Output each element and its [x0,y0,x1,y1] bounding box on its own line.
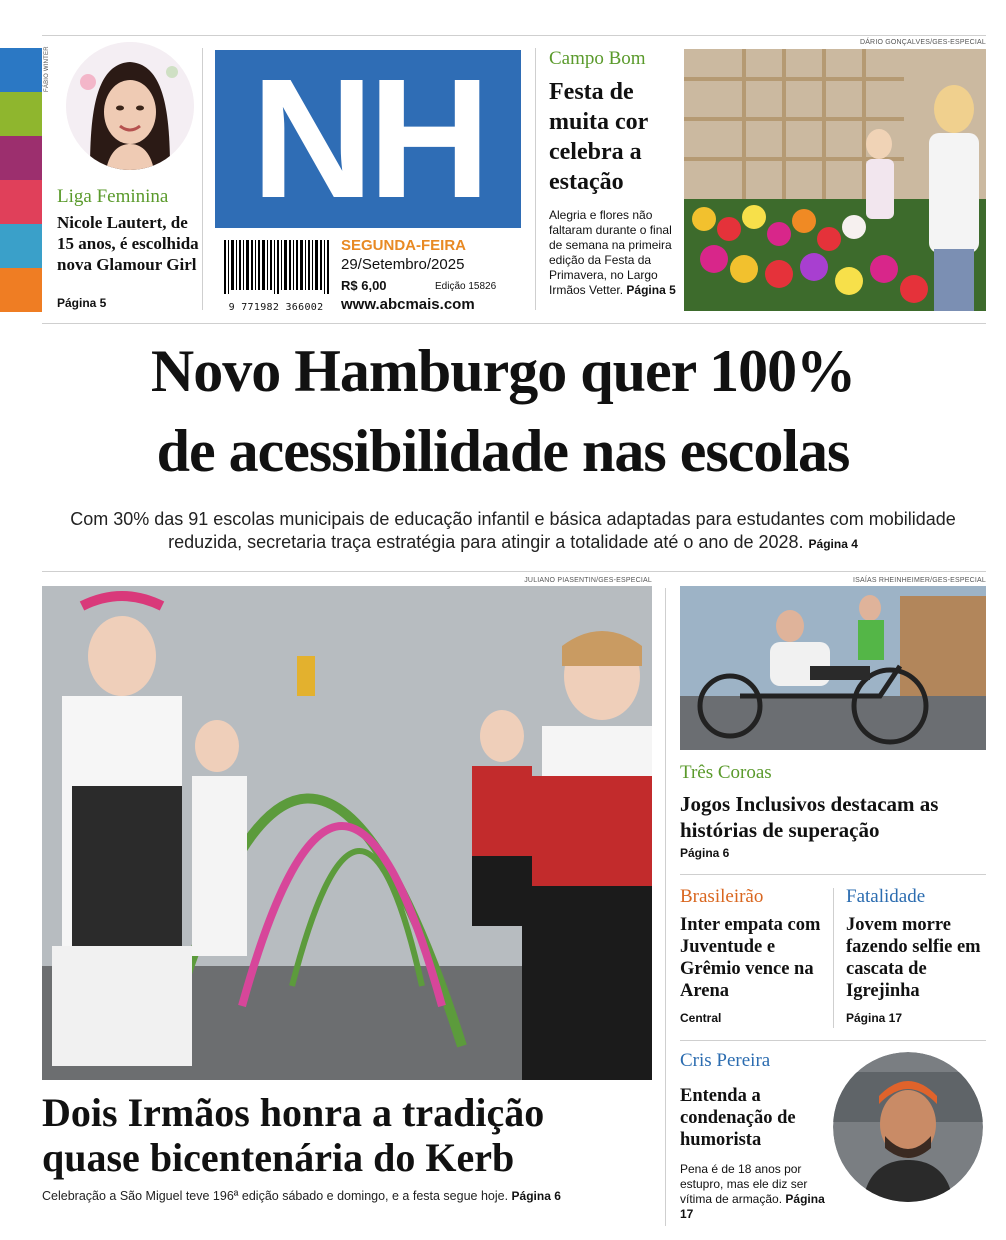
color-strip-6 [0,268,42,312]
masthead-divider-left [202,48,203,310]
kerb-headline-line1[interactable]: Dois Irmãos honra a tradição [42,1090,545,1135]
top-right-kicker: Campo Bom [549,48,646,69]
nh-logo[interactable] [215,44,521,234]
main-deck [60,508,966,556]
photo-flower-festival [684,49,986,311]
flower-festival-illustration [684,49,986,311]
side4-headline[interactable]: Entenda a condenação de humorista [680,1086,796,1150]
column-divider [665,588,666,1226]
color-strip-4 [0,180,42,224]
color-strip-2 [0,92,42,136]
barcode-graphic [222,240,334,302]
side-divider-3 [680,1040,986,1041]
masthead-price: R$ 6,00 [341,278,387,293]
side3-kicker: Fatalidade [846,886,926,907]
top-left-page-ref: Página 5 [57,296,107,310]
barcode [222,240,334,302]
color-strip-1 [0,48,42,92]
kerb-headline-line2[interactable]: quase bicentenária do Kerb [42,1135,515,1180]
kerb-caption [42,1188,662,1204]
top-right-headline[interactable]: Festa de muita cor celebra a estação [549,79,648,195]
side-divider-2 [833,888,834,1028]
side3-page-ref: Página 17 [846,1011,903,1025]
kerb-caption-text: Celebração a São Miguel teve 196ª edição sábado e domingo, e a festa segue hoje. [42,1189,509,1203]
masthead-date: 29/Setembro/2025 [341,256,465,273]
photo-inclusive-games [680,586,986,750]
portrait-cris-pereira [833,1052,983,1202]
main-deck-text: Com 30% das 91 escolas municipais de educação infantil e básica adaptadas para estudantes com mobilidade reduzida, secretaria traça estratégia para atingir a totalidade até o ano de 2028. [70,509,956,552]
nh-logo-text: NH [251,44,485,234]
portrait-photo-credit: FÁBIO WINTER [44,46,50,92]
kerb-photo-credit: JULIANO PIASENTIN/GES-ESPECIAL [524,577,652,584]
top-right-body-text: Alegria e flores não faltaram durante o final de semana na primeira edição da Festa da Primavera, no Largo Irmãos Vetter. [549,208,672,297]
side2-page-ref: Central [680,1011,722,1025]
side-divider-1 [680,874,986,875]
side1-photo-credit: ISAÍAS RHEINHEIMER/GES-ESPECIAL [852,577,986,584]
kerb-parade-illustration [42,586,652,1080]
kerb-caption-page-ref: Página 6 [511,1189,561,1203]
portrait-illustration [66,42,194,170]
photo-kerb-parade [42,586,652,1080]
masthead-edition: Edição 15826 [435,281,497,292]
barcode-number: 9 771982 366002 [228,302,324,313]
top-rule [42,35,986,36]
cris-pereira-illustration [833,1052,983,1202]
color-strip-3 [0,136,42,180]
masthead-divider-right [535,48,536,310]
side4-body-text: Pena é de 18 anos por estupro, mas ele diz ser vítima de armação. [680,1162,808,1206]
main-story-bottom-rule [42,571,986,572]
side4-kicker: Cris Pereira [680,1050,771,1071]
portrait-glamour-girl [66,42,194,170]
side4-page-ref: Página 17 [680,1192,825,1221]
masthead-weekday: SEGUNDA-FEIRA [341,237,467,254]
side2-headline[interactable]: Inter empata com Juventude e Grêmio vence na Arena [680,915,821,1001]
main-headline-line1[interactable]: Novo Hamburgo quer 100% [150,338,856,404]
top-right-body [549,208,677,298]
inclusive-games-illustration [680,586,986,750]
top-right-page-ref: Página 5 [626,283,676,297]
side3-headline[interactable]: Jovem morre fazendo selfie em cascata de Igrejinha [846,915,981,1001]
side1-page-ref: Página 6 [680,846,730,860]
side1-kicker: Três Coroas [680,762,772,783]
masthead-website[interactable]: www.abcmais.com [341,296,475,313]
side1-headline[interactable]: Jogos Inclusivos destacam as histórias de superação [680,792,939,842]
masthead-bottom-rule [42,323,986,324]
main-deck-page-ref: Página 4 [808,537,858,551]
side4-body [680,1162,830,1222]
main-headline-line2[interactable]: de acessibilidade nas escolas [156,418,850,484]
side2-kicker: Brasileirão [680,886,764,907]
top-right-photo-credit: DÁRIO GONÇALVES/GES-ESPECIAL [859,39,986,46]
top-left-kicker: Liga Feminina [57,186,169,207]
color-strip-5 [0,224,42,268]
top-left-headline[interactable]: Nicole Lautert, de 15 anos, é escolhida nova Glamour Girl [57,213,199,274]
